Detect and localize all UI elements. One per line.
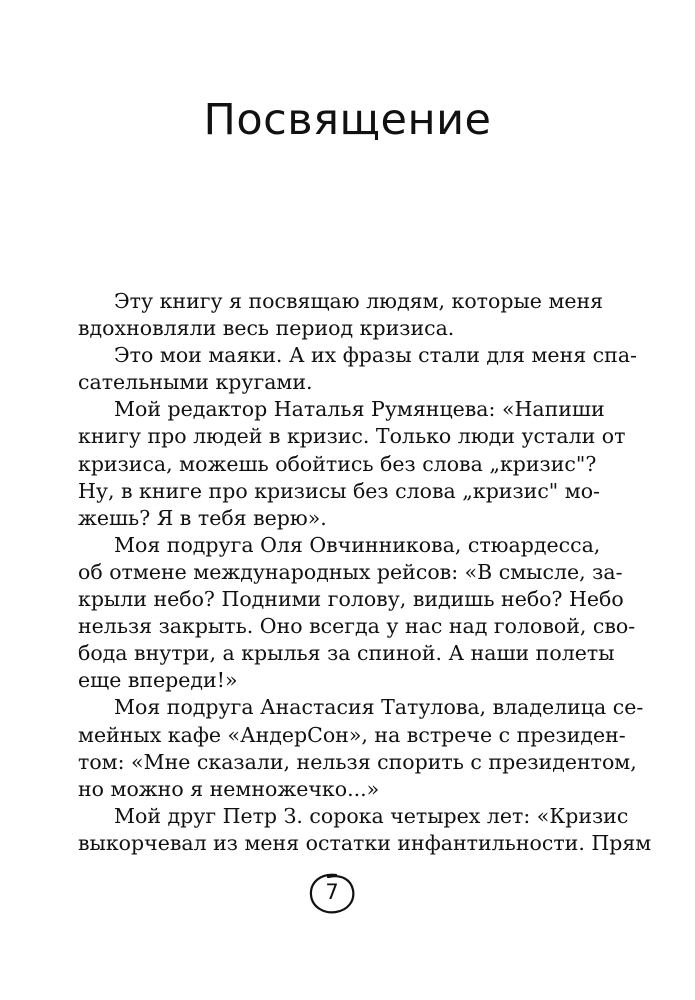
paragraph xyxy=(78,342,637,396)
chapter-title: Посвящение xyxy=(203,95,492,145)
page-number: 7 xyxy=(325,880,339,904)
text-line: Моя подруга Оля Овчинникова, стюардесса, xyxy=(114,532,601,557)
text-line: вдохновляли весь период кризиса. xyxy=(78,316,455,341)
text-line: Это мои маяки. А их фразы стали для меня спа- xyxy=(114,343,637,368)
text-line: Мой редактор Наталья Румянцева: «Напиши xyxy=(114,397,605,422)
text-line: сательными кругами. xyxy=(78,370,313,395)
text-line: Эту книгу я посвящаю людям, которые меня xyxy=(114,289,604,313)
text-line: крыли небо? Подними голову, видишь небо? Небо xyxy=(78,587,624,612)
chapter-body xyxy=(78,288,652,857)
text-line: бода внутри, а крылья за спиной. А наши полеты xyxy=(78,641,615,666)
paragraph xyxy=(78,694,644,802)
text-line: Ну, в книге про кризисы без слова „кризис" мо- xyxy=(78,478,600,503)
text-line: жешь? Я в тебя верю». xyxy=(78,505,327,530)
page-number-badge xyxy=(306,871,358,917)
text-line: Моя подруга Анастасия Татулова, владелица се- xyxy=(114,695,644,720)
text-line: выкорчевал из меня остатки инфантильности. Прям xyxy=(78,830,652,855)
text-line: Мой друг Петр З. сорока четырех лет: «Кризис xyxy=(114,803,629,828)
text-line: том: «Мне сказали, нельзя спорить с президентом, xyxy=(78,749,637,774)
text-line: еще впереди!» xyxy=(78,668,238,693)
text-line: но можно я немножечко...» xyxy=(78,776,380,801)
paragraph xyxy=(78,532,636,695)
text-line: кризиса, можешь обойтись без слова „кризис"? xyxy=(78,451,597,476)
paragraph xyxy=(78,288,604,342)
paragraph xyxy=(78,396,626,531)
text-line: об отмене международных рейсов: «В смысле, за- xyxy=(78,559,623,584)
text-line: мейных кафе «АндерСон», на встрече с президен- xyxy=(78,722,626,747)
text-line: книгу про людей в кризис. Только люди устали от xyxy=(78,424,626,449)
paragraph xyxy=(78,803,652,857)
text-line: нельзя закрыть. Оно всегда у нас над головой, сво- xyxy=(78,614,636,639)
